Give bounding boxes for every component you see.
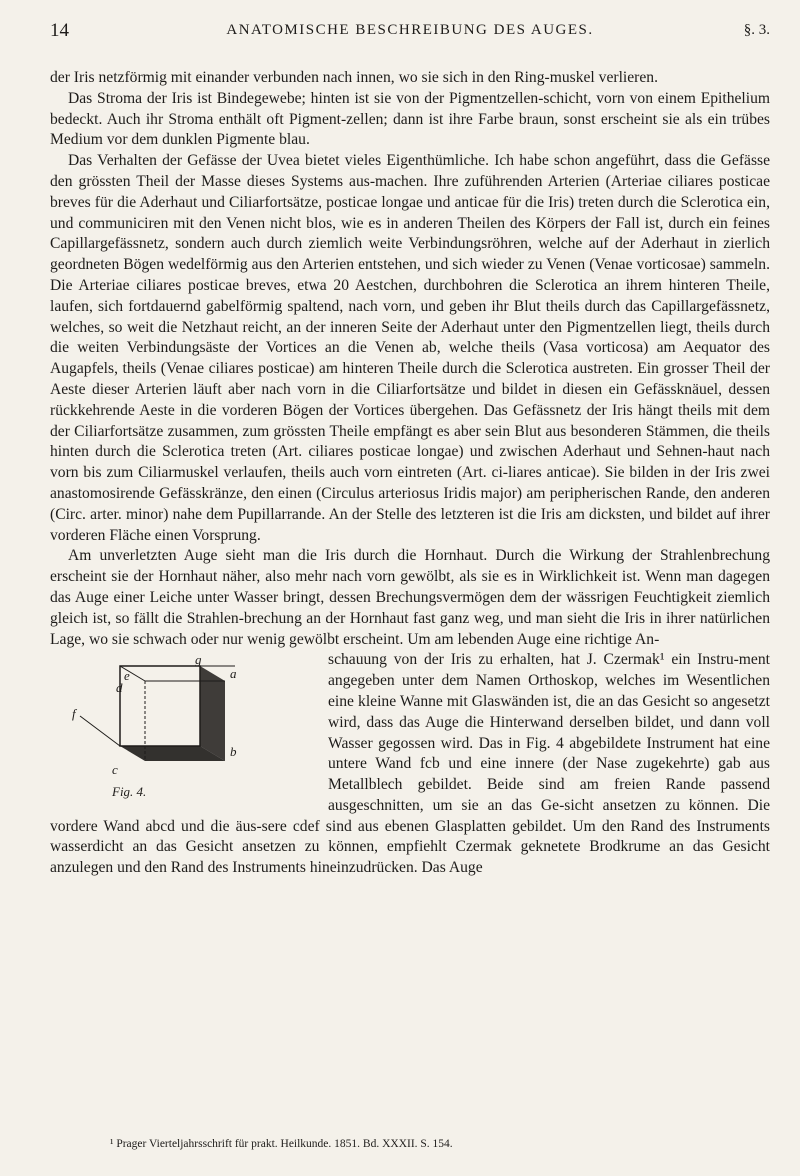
- figure-orthoskop: [50, 656, 320, 806]
- paragraph-3: Das Verhalten der Gefässe der Uvea bietet vieles Eigenthümliche. Ich habe schon angeführt, dass die Gefässe den grössten Theil der Masse dieses Systems aus-machen. Ihre zuführenden Arterien (Arteriae ciliares posticae breves für die Aderhaut und Ciliarfortsätze, posticae longae und anticae für die Iris) treten durch die Sclerotica ein, und communiciren mit den Venen nicht blos, wie es in anderen Theilen des Körpers der Fall ist, durch ein feines Capillargefässnetz, sondern auch durch ziemlich weite Verbindungsröhren, welche auf der Aderhaut in zierlich geordneten Bögen wedelförmig aus den Arterien entstehen, und sich wieder zu Venen (Venae vorticosae) sammeln. Die Arteriae ciliares posticae breves, etwa 20 Aestchen, durchbohren die Sclerotica an ihrem hinteren Theile, laufen, sich fortdauernd gabelförmig spaltend, nach vorn, und geben ihr Blut theils durch das Capillargefässnetz, welches, so weit die Netzhaut reicht, an der inneren Seite der Aderhaut unter den Pigmentzellen liegt, theils durch die weiten Verbindungsäste der Vortices an die Venen ab, welche theils (Vasa vorticosa) am Aequator des Augapfels, theils (Venae ciliares posticae) am hinteren Theile durch die Sclerotica austreten. Ein grosser Theil der Aeste dieser Arterien läuft aber nach vorn in die Ciliarfortsätze und bildet in diesen ein Gefässknäuel, dessen rückkehrende Aeste in die vorderen Bögen der Vortices übergehen. Das Gefässnetz der Iris hängt theils mit dem der Ciliarfortsätze zusammen, zum grössten Theile empfängt es aber sein Blut aus besonderen Stämmen, die theils hinten durch die Sclerotica treten (Art. ciliares posticae longae) und zwischen Aderhaut und Sehnen-haut nach vorn bis zum Ciliarmuskel verlaufen, theils auch vorn eintreten (Art. ci-liares anticae). Sie bilden in der Iris zwei anastomosirende Gefässkränze, den einen (Circulus arteriosus Iridis major) am peripherischen Rande, den anderen (Circ. arter. minor) nahe dem Pupillarrande. An der Stelle des letzteren ist die Iris am dicksten, und bildet auf ihrer vorderen Fläche einen Vorsprung.: [50, 152, 770, 544]
- paragraph-5: schauung von der Iris zu erhalten, hat J. Czermak¹ ein Instru-ment angegeben unter dem Namen Orthoskop, welches im Wesentlichen eine kleine Wanne mit Glaswänden ist, die an das Gesicht so angesetzt wird, dass das Auge die Hinterwand derselben bildet, und dann voll Wasser gegossen wird. Das in Fig. 4 abgebildete Instrument hat eine untere Wand fcb und eine innere (der Nase zugekehrte) gab aus Metallblech gebildet. Beide sind am freien Rande passend ausgeschnitten, um sie an das Ge-sicht ansetzen zu können. Die vordere Wand abcd und die äus-sere cdef sind aus ebenen Glasplatten gebildet. Um den Rand des Instruments wasserdicht an das Gesicht ansetzen zu können, empfiehlt Czermak geknetete Brodkrume an das Gesicht anzulegen und den Rand des Instruments hineinzudrücken. Das Auge: [50, 651, 770, 877]
- label-b: b: [230, 744, 237, 760]
- page-number: 14: [50, 20, 69, 41]
- label-g: g: [195, 656, 202, 668]
- paragraph-4: Am unverletzten Auge sieht man die Iris durch die Hornhaut. Durch die Wirkung der Strahlenbrechung erscheint sie der Hornhaut näher, also mehr nach vorn gewölbt, als sie es in Wirklichkeit ist. Wenn man dagegen das Auge einer Leiche unter Wasser bringt, dessen Brechungsvermögen dem der wässrigen Feuchtigkeit ziemlich gleich ist, so fällt die Strahlen-brechung an der Hornhaut fast ganz weg, und man sieht die Iris in ihrer natürlichen Lage, wo sie schwach oder nur wenig gewölbt erscheint. Um am lebenden Auge eine richtige An-: [50, 547, 770, 648]
- page-header: [50, 20, 770, 50]
- paragraph-2: Das Stroma der Iris ist Bindegewebe; hinten ist sie von der Pigmentzellen-schicht, vorn von einem Epithelium bedeckt. Auch ihr Stroma enthält oft Pigment-zellen; dann ist ihre Farbe braun, sonst erscheint sie als ein trübes Medium vor dem dunklen Pigmente blau.: [50, 89, 770, 149]
- figure-caption: Fig. 4.: [112, 784, 147, 800]
- label-d: d: [116, 680, 123, 696]
- label-a: a: [230, 666, 237, 682]
- footnote: ¹ Prager Vierteljahrsschrift für prakt. Heilkunde. 1851. Bd. XXXII. S. 154.: [110, 1138, 453, 1150]
- label-e: e: [124, 668, 130, 684]
- section-number: §. 3.: [743, 22, 770, 38]
- running-title: ANATOMISCHE BESCHREIBUNG DES AUGES.: [226, 22, 594, 38]
- orthoskop-drawing: [50, 656, 320, 806]
- label-c: c: [112, 762, 118, 778]
- body-text: [50, 68, 770, 879]
- paragraph-1: der Iris netzförmig mit einander verbunden nach innen, wo sie sich in den Ring-muskel verlieren.: [50, 69, 658, 86]
- page: [50, 20, 770, 1160]
- label-f: f: [72, 706, 76, 722]
